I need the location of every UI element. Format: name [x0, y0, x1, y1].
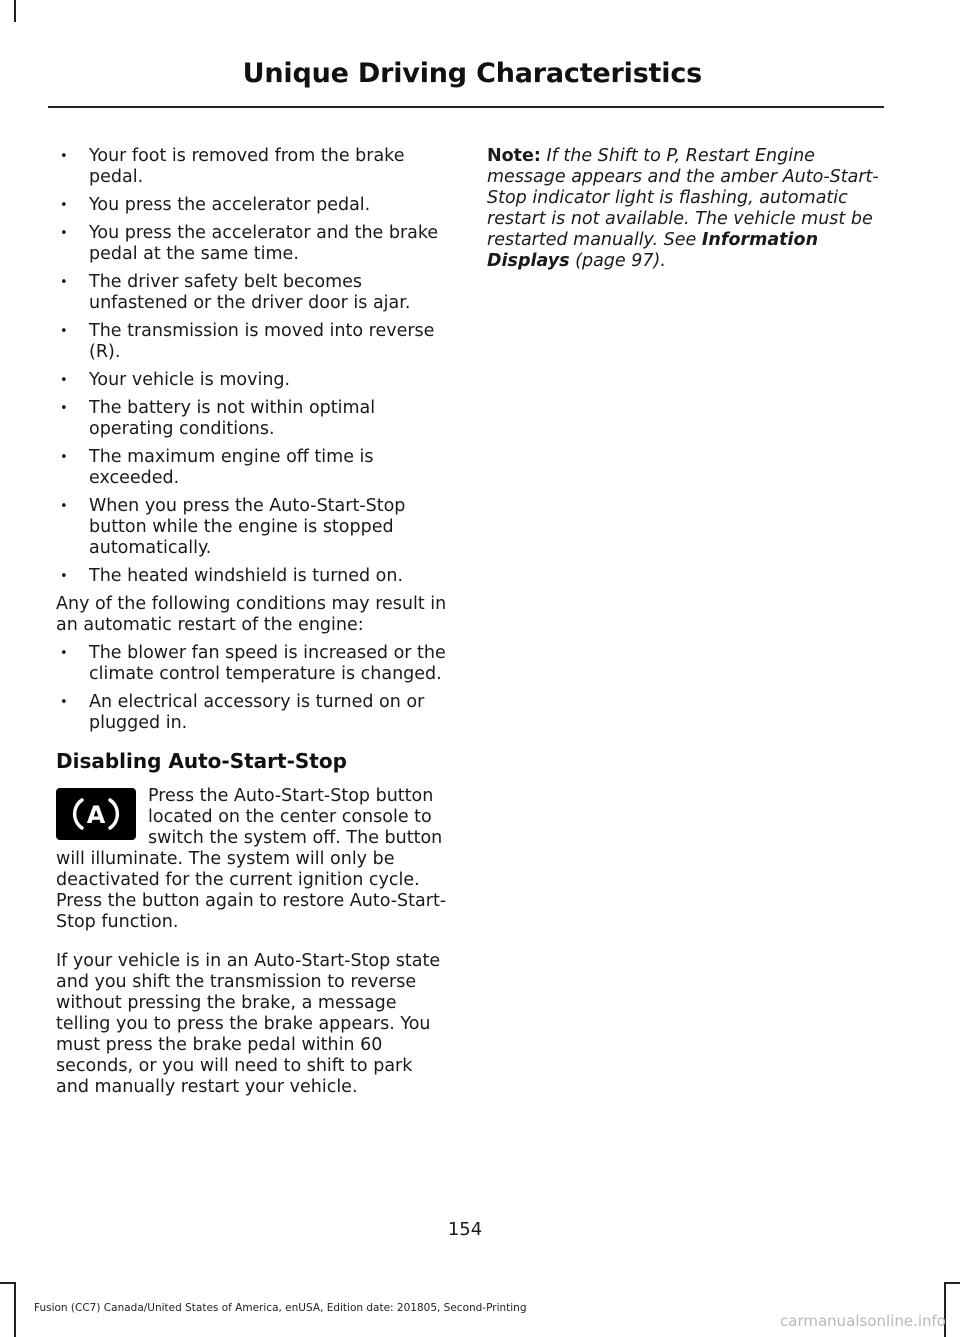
- restart-conditions-list: [56, 146, 448, 587]
- page-title: Unique Driving Characteristics: [242, 58, 702, 89]
- note-label: Note:: [487, 146, 541, 166]
- list-item: • When you press the Auto-Start-Stop button while the engine is stopped automatically.: [56, 496, 448, 559]
- list-item: • The heated windshield is turned on.: [56, 566, 448, 587]
- xref-page: (page 97).: [575, 251, 666, 271]
- crop-mark-top-left: [14, 0, 16, 22]
- right-column: [487, 146, 882, 279]
- crop-mark-bottom-left: [14, 1282, 16, 1337]
- header-rule: [48, 106, 884, 108]
- page-number: 154: [447, 1219, 483, 1240]
- watermark: carmanualsonline.info: [780, 1312, 946, 1330]
- auto-start-stop-icon: [56, 788, 136, 840]
- list-item: • The maximum engine off time is exceeded.: [56, 447, 448, 489]
- list-item: • Your vehicle is moving.: [56, 370, 448, 391]
- reverse-paragraph: If your vehicle is in an Auto-Start-Stop state and you shift the transmission to reverse without pressing the brake, a message telling you to press the brake appears. You must press the brake pedal within 60 seconds, or you will need to shift to park and manually restart your vehicle.: [56, 951, 441, 1097]
- note-paragraph: [487, 146, 882, 272]
- automatic-restart-list: [56, 643, 448, 734]
- left-column: [56, 146, 448, 1105]
- information-displays-link[interactable]: Information Displays: [487, 230, 819, 271]
- list-item: • The transmission is moved into reverse (R).: [56, 321, 448, 363]
- intro-paragraph: Any of the following conditions may result in an automatic restart of the engine:: [56, 594, 447, 635]
- icon-glyph: A: [86, 801, 106, 829]
- auto-start-stop-icon-graphic: [68, 794, 124, 834]
- disable-block: [56, 786, 448, 933]
- list-item: • You press the accelerator pedal.: [56, 195, 448, 216]
- list-item: • Your foot is removed from the brake pedal.: [56, 146, 448, 188]
- disable-paragraph: Press the Auto-Start-Stop button located on the center console to switch the system off. The button will illuminate. The system will only be deactivated for the current ignition cycle. Press the button again to restore Auto-Start-Stop function.: [56, 786, 447, 932]
- list-item: • An electrical accessory is turned on or plugged in.: [56, 692, 448, 734]
- list-item: • The driver safety belt becomes unfastened or the driver door is ajar.: [56, 272, 448, 314]
- footer-edition: Fusion (CC7) Canada/United States of America, enUSA, Edition date: 201805, Second-Printing: [34, 1302, 527, 1314]
- crop-mark-bottom-left-h: [0, 1282, 16, 1284]
- crop-mark-bottom-right-h: [944, 1282, 960, 1284]
- list-item: • The battery is not within optimal operating conditions.: [56, 398, 448, 440]
- list-item: • You press the accelerator and the brake pedal at the same time.: [56, 223, 448, 265]
- section-heading: Disabling Auto-Start-Stop: [56, 749, 347, 773]
- note-text: If the Shift to P, Restart Engine message appears and the amber Auto-Start-Stop indicator light is flashing, automatic restart is not available. The vehicle must be restarted manually. See: [487, 146, 879, 250]
- list-item: • The blower fan speed is increased or the climate control temperature is changed.: [56, 643, 448, 685]
